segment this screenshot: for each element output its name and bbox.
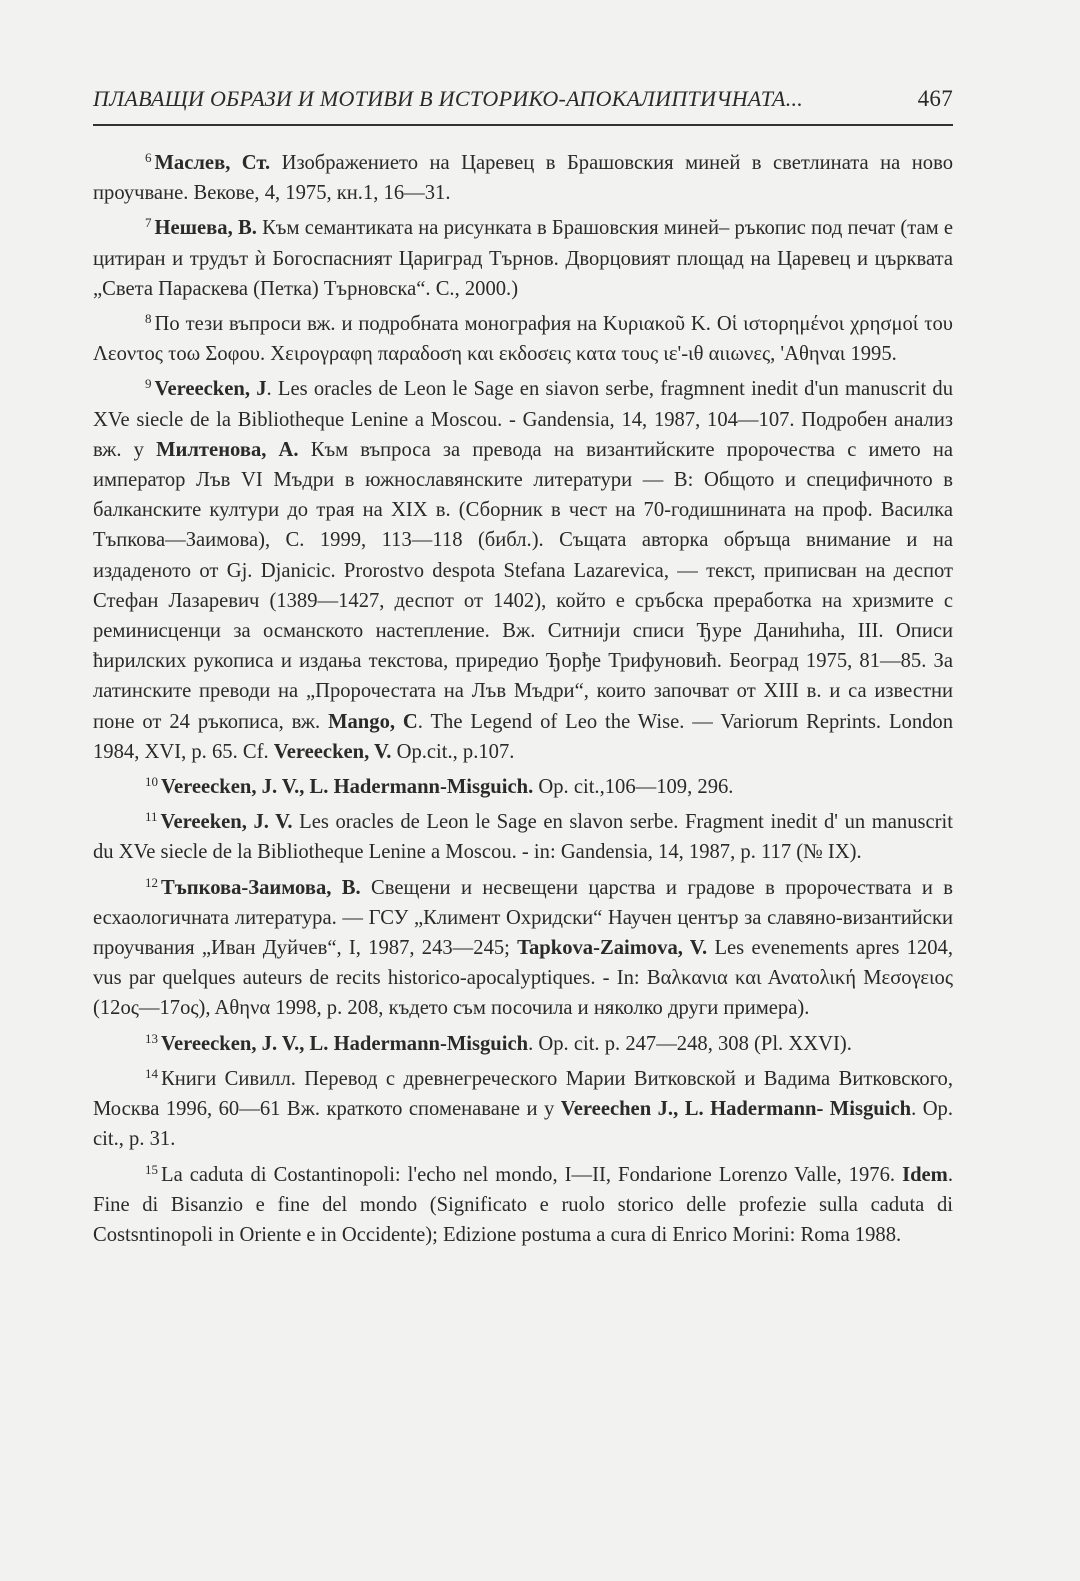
footnote-text: . Op. cit. p. 247—248, 308 (Pl. XXVI). xyxy=(528,1032,852,1055)
footnote-text: По тези въпроси вж. и подробната монография на Κυριακοῦ Κ. Οἱ ιστορημένοι χρησμοί του Λεοντος τοω Σοφου. Χειρογραφη παραδοση και εκδοσεις κατα τους ιε'-ιθ αιιωνες, 'Αθηναι 1995. xyxy=(93,313,953,366)
footnote-text: Op.cit., p.107. xyxy=(391,740,515,763)
footnote-9 xyxy=(93,369,953,767)
author-name: Нешева, В. xyxy=(154,217,257,240)
running-title: ПЛАВАЩИ ОБРАЗИ И МОТИВИ В ИСТОРИКО-АПОКАЛИПТИЧНАТА... xyxy=(93,86,804,111)
author-name: Милтенова, А. xyxy=(156,438,299,461)
footnotes xyxy=(93,143,953,1250)
footnote-text: Op. cit.,106—109, 296. xyxy=(533,776,734,799)
footnote-number: 9 xyxy=(145,376,152,392)
author-name: Маслев, Ст. xyxy=(154,152,271,174)
footnote-number: 12 xyxy=(145,874,158,890)
footnote-12 xyxy=(93,868,953,1024)
footnote-13 xyxy=(93,1024,953,1059)
footnote-text: . Les oracles de Leon le Sage en siavon serbe, fragmnent inedit d'un manuscrit du XVe siecle de la Bibliotheque Lenine a Moscou. - Gandensia, 14, 1987, 104—107. Подробен анализ вж. у xyxy=(93,378,953,461)
footnote-text: Книги Сивилл. Перевод с древнегреческого Марии Витковской и Вадима Витковского, Москва 1996, 60—61 Вж. краткото споменаване и у xyxy=(93,1067,953,1121)
footnote-number: 15 xyxy=(145,1161,158,1177)
author-name: Vereechen J., L. Hadermann- Misguich xyxy=(560,1098,912,1121)
footnote-number: 14 xyxy=(145,1065,158,1081)
footnote-14 xyxy=(93,1059,953,1155)
author-name: Vereecken, J. V., L. Hadermann-Misguich xyxy=(161,1032,529,1055)
footnote-text: Les oracles de Leon le Sage en slavon serbe. Fragment inedit d' un manuscrit du XVe siecle de la Bibliotheque Lenine a Moscou. - in: Gandensia, 14, 1987, p. 117 (№ IX). xyxy=(93,811,953,864)
author-name: Mango, C xyxy=(328,710,418,733)
footnote-text: Към въпроса за превода на византийските пророчества с името на император Лъв VI Мъдри в южнославянските литератури — В: Общото и специфичното в балканските култури до трая на XIX в. (Сборник в чест на 70-годишнината на проф. Василка Тъпкова—Заимова), С. 1999, 113—118 (библ.). Същата авторка обръща внимание и на издаденото от Gj. Djanicic. Prorostvo despota Stefana Lazarevica, — текст, приписван на деспот Стефан Лазаревич (1389—1427, деспот от 1402), който е сръбска преработка на хризмите с реминисценци за османското настепление. Вж. Ситнији списи Ђуре Даниhиhа, III. Описи ћирилских рукописа и издањa текстова, приредио Ђорђе Трифуновић. Београд 1975, 81—85. За латинските преводи на „Пророчестата на Лъв Мъдри“, които започват от XIII в. и са известни поне от 24 ръкописа, вж. xyxy=(93,438,953,733)
header-rule xyxy=(93,124,953,126)
footnote-6 xyxy=(93,143,953,208)
author-name: Vereecken, V. xyxy=(273,740,392,763)
author-name: Idem xyxy=(902,1163,948,1186)
footnote-text: . Op. cit., p. 31. xyxy=(93,1098,954,1151)
footnote-text: . The Legend of Leo the Wise. — Variorum Reprints. London 1984, XVI, p. 65. Cf. xyxy=(93,710,954,763)
footnote-text: La caduta di Costantinopoli: l'echo nel mondo, I—II, Fondarione Lorenzo Valle, 1976. xyxy=(161,1163,903,1186)
footnote-11 xyxy=(93,802,953,867)
author-name: Vereecken, J xyxy=(154,378,267,401)
footnote-15 xyxy=(93,1155,953,1251)
page-header xyxy=(93,86,953,112)
footnote-text: Към семантиката на рисунката в Брашовския миней– ръкопис под печат (там е цитиран и трудът ѝ Богоспасният Цариград Търнов. Дворцовият площад на Царевец и църквата „Света Параскева (Петка) Търновска“. С., 2000.) xyxy=(93,217,953,300)
footnote-7 xyxy=(93,208,953,304)
footnote-text: Свещени и несвещени царства и градове в пророчествата и в есхаологичната литература. — ГСУ „Климент Охридски“ Научен център за славяно-византийски проучвания „Иван Дуйчев“, I, 1987, 243—245; xyxy=(93,876,953,960)
footnote-10 xyxy=(93,767,953,802)
author-name: Тъпкова-Заимова, В. xyxy=(161,876,361,899)
footnote-text: . Fine di Bisanzio e fine del mondo (Significato e ruolo storico delle profezie sulla caduta di Costsntinopoli in Oriente e in Occidente); Edizione postuma a cura di Enrico Morini: Roma 1988. xyxy=(93,1163,953,1246)
footnote-number: 7 xyxy=(145,215,152,231)
author-name: Vereecken, J. V., L. Hadermann-Misguich. xyxy=(161,776,534,799)
footnote-text: Les evenements apres 1204, vus par quelques auteurs de recits historico-apocalyptiques. - In: Βαλκανια και Ανατολική Μεσογειος (12ος—17ος), Αθηνα 1998, р. 208, където съм посочила и няколко други примера). xyxy=(93,937,953,1020)
footnote-number: 6 xyxy=(145,150,152,165)
footnote-number: 8 xyxy=(145,311,152,327)
page-number: 467 xyxy=(917,86,953,111)
footnote-number: 10 xyxy=(145,774,158,790)
footnote-number: 11 xyxy=(145,809,158,825)
footnote-8 xyxy=(93,304,953,369)
author-name: Vereeken, J. V. xyxy=(160,811,293,834)
footnote-number: 13 xyxy=(145,1030,158,1046)
author-name: Tapkova-Zaimova, V. xyxy=(517,937,708,960)
footnote-text: Изображението на Царевец в Брашовския миней в светлината на ново проучване. Векове, 4, 1975, кн.1, 16—31. xyxy=(93,152,953,205)
